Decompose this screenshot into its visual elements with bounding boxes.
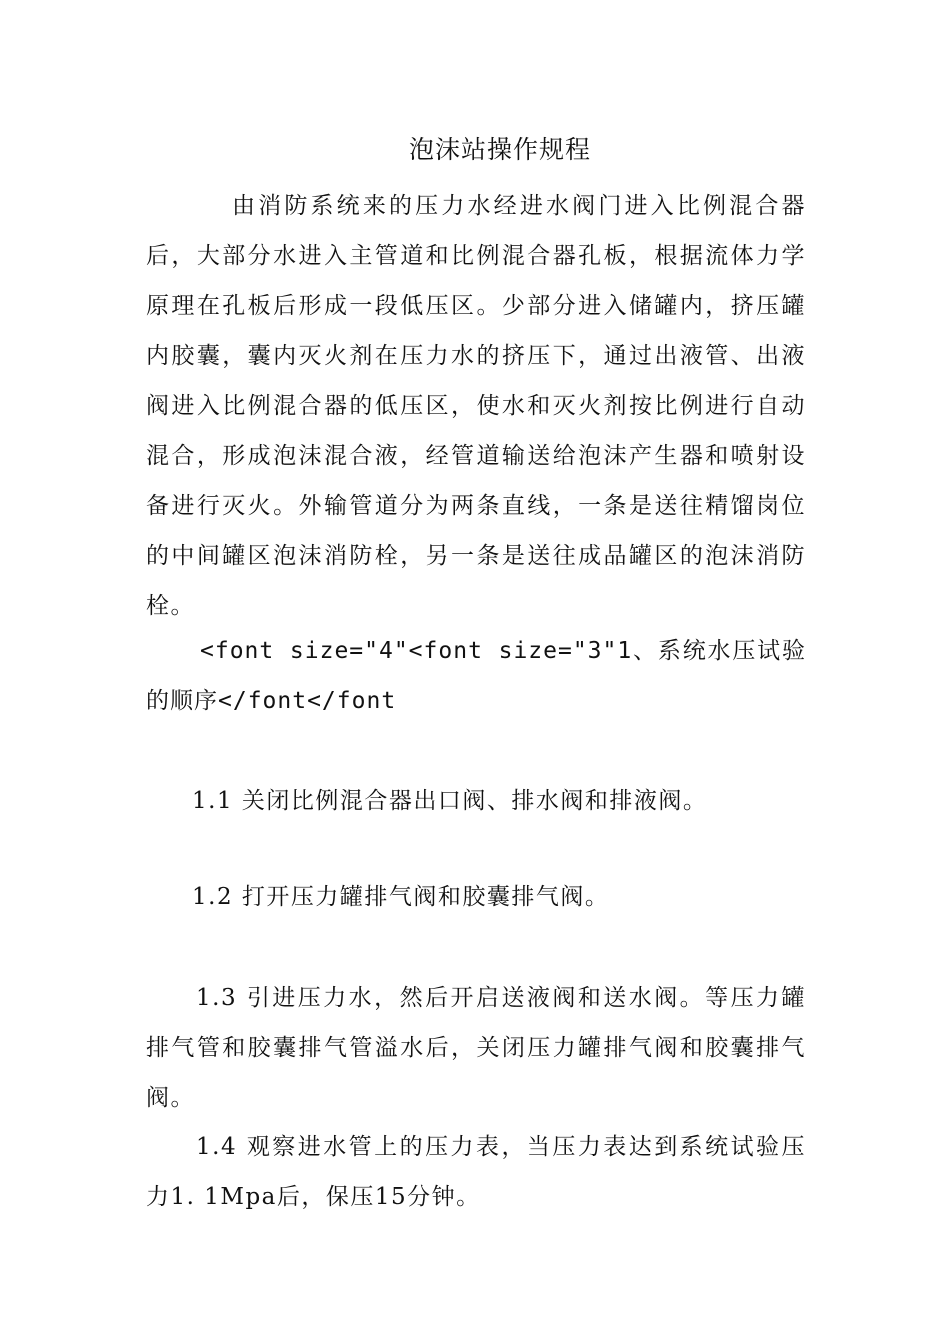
intro-paragraph: 由消防系统来的压力水经进水阀门进入比例混合器后，大部分水进入主管道和比例混合器孔板，根据流体力学原理在孔板后形成一段低压区。少部分进入储罐内，挤压罐内胶囊，囊内灭火剂在压力水的挤压下，通过出液管、出液阀进入比例混合器的低压区，使水和灭火剂按比例进行自动混合，形成泡沫混合液，经管道输送给泡沫产生器和喷射设备进行灭火。外输管道分为两条直线，一条是送往精馏岗位的中间罐区泡沫消防栓，另一条是送往成品罐区的泡沫消防栓。 [146, 193, 806, 619]
section-heading: <font size="4"<font size="3"1、系统水压试验的顺序</font</font [146, 638, 806, 714]
step-1-2: 1.2 打开压力罐排气阀和胶囊排气阀。 [192, 884, 610, 910]
step-1-3: 1.3 引进压力水，然后开启送液阀和送水阀。等压力罐排气管和胶囊排气管溢水后，关闭压力罐排气阀和胶囊排气阀。 [146, 985, 806, 1111]
step-1-4: 1.4 观察进水管上的压力表，当压力表达到系统试验压力1. 1Mpa后，保压15分钟。 [146, 1134, 806, 1210]
step-1-1: 1.1 关闭比例混合器出口阀、排水阀和排液阀。 [192, 788, 708, 814]
document-title: 泡沫站操作规程 [408, 135, 591, 164]
